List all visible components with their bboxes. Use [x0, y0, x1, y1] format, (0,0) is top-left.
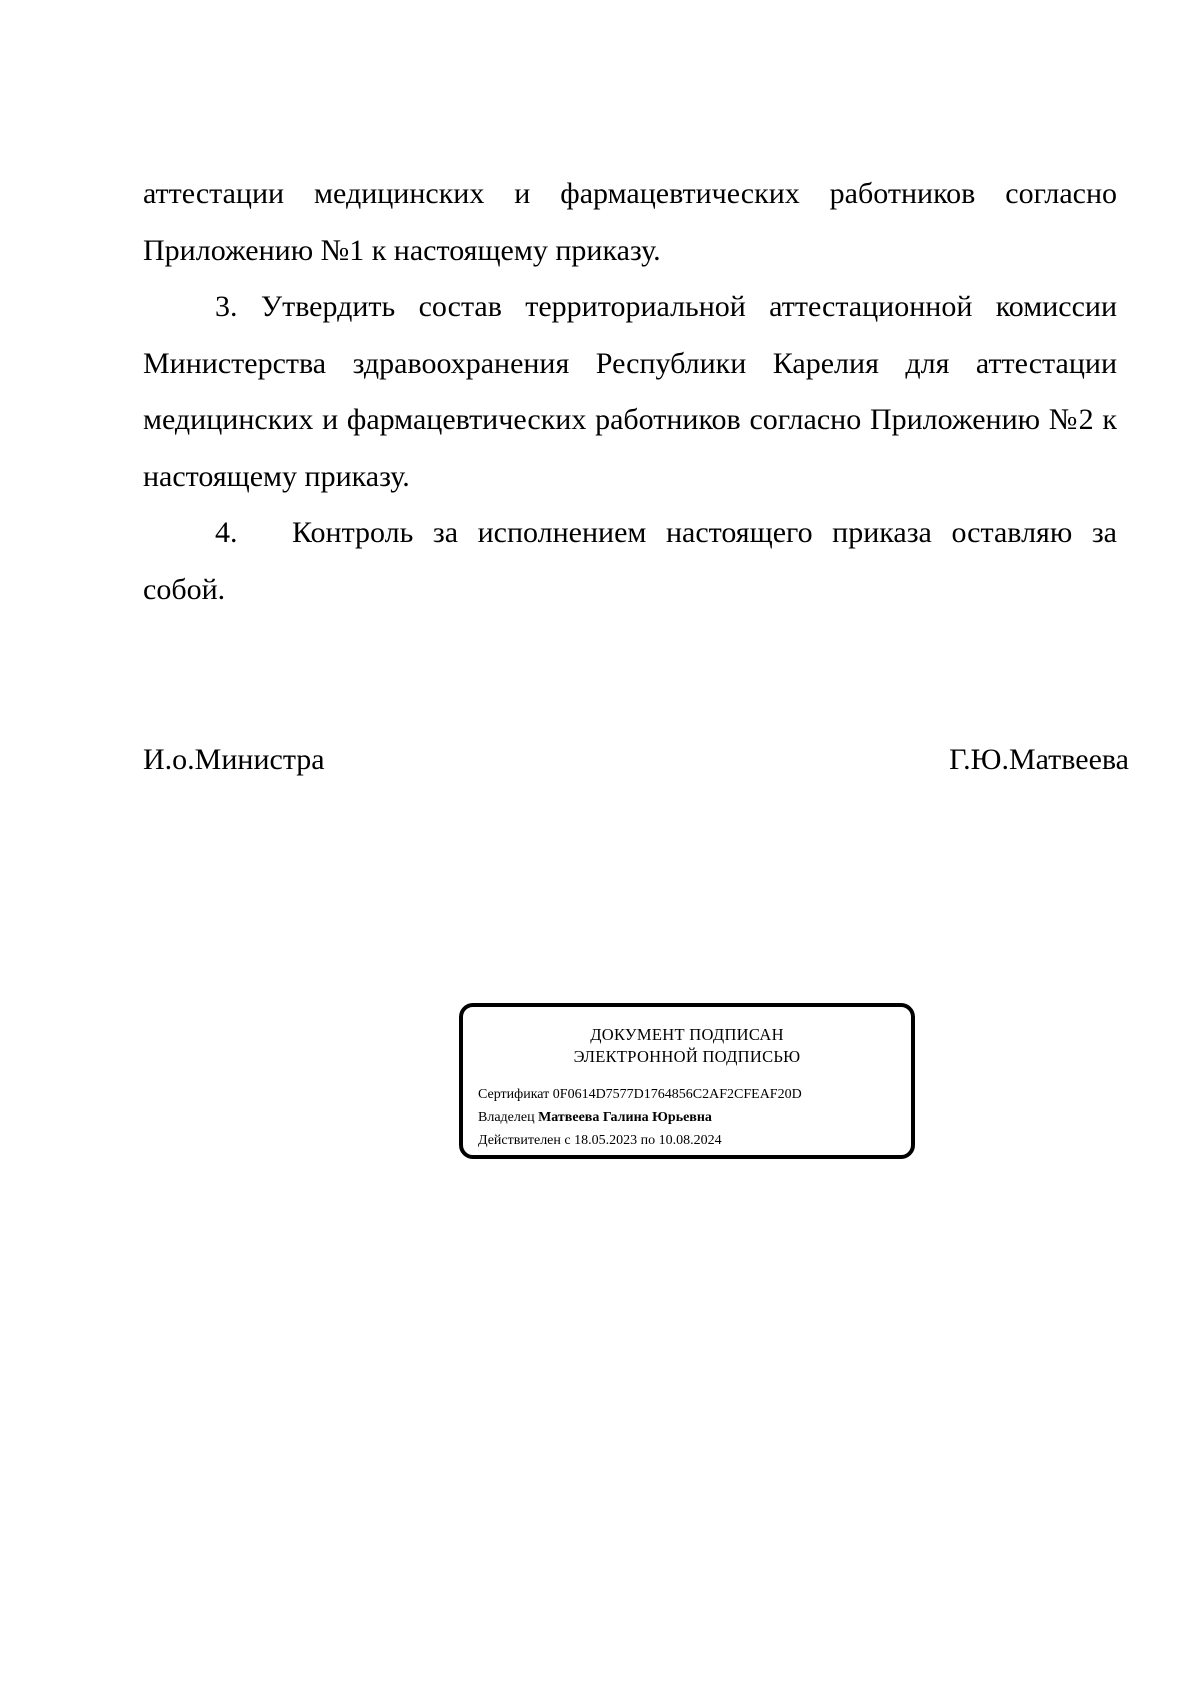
- valid-from-label: с: [564, 1133, 571, 1148]
- valid-to-label: по: [640, 1133, 656, 1148]
- paragraph-text: Контроль за исполнением настоящего приказа оставляю за собой.: [143, 516, 1117, 606]
- stamp-details: [478, 1083, 802, 1152]
- paragraph-item-4: [143, 505, 1117, 618]
- electronic-signature-stamp: [459, 1003, 915, 1159]
- signatory-position: И.о.Министра: [143, 743, 325, 776]
- document-body: [143, 166, 1117, 618]
- paragraph-number: 4.: [215, 516, 238, 549]
- certificate-value: 0F0614D7577D1764856C2AF2CFEAF20D: [552, 1087, 802, 1102]
- stamp-owner-line: [478, 1106, 802, 1129]
- stamp-title-line-1: ДОКУМЕНТ ПОДПИСАН: [590, 1025, 784, 1044]
- stamp-title: [463, 1024, 911, 1068]
- stamp-certificate-line: [478, 1083, 802, 1106]
- certificate-label: Сертификат: [478, 1087, 550, 1102]
- stamp-title-line-2: ЭЛЕКТРОННОЙ ПОДПИСЬЮ: [573, 1047, 801, 1066]
- stamp-validity-line: [478, 1129, 802, 1152]
- paragraph-text: аттестации медицинских и фармацевтических работников согласно Приложению №1 к настоящему приказу.: [143, 177, 1117, 267]
- signatory-name: Г.Ю.Матвеева: [949, 743, 1129, 776]
- owner-value: Матвеева Галина Юрьевна: [538, 1110, 712, 1125]
- paragraph-text: 3. Утвердить состав территориальной аттестационной комиссии Министерства здравоохранения Республики Карелия для аттестации медицинских и фармацевтических работников согласно Приложению №2 к настоящему приказу.: [143, 290, 1117, 493]
- valid-from-date: 18.05.2023: [574, 1133, 638, 1148]
- paragraph-continuation: [143, 166, 1117, 279]
- paragraph-item-3: [143, 279, 1117, 505]
- valid-label: Действителен: [478, 1133, 561, 1148]
- owner-label: Владелец: [478, 1110, 535, 1125]
- signature-block: [143, 740, 1129, 780]
- valid-to-date: 10.08.2024: [658, 1133, 722, 1148]
